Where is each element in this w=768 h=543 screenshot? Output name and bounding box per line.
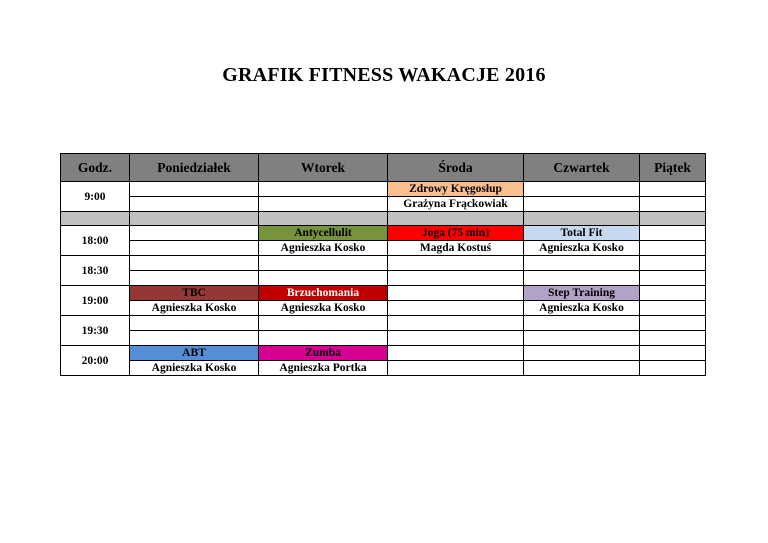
table-row: [61, 256, 706, 271]
table-row: [61, 271, 706, 286]
table-row: [61, 301, 706, 316]
empty-cell: [130, 316, 259, 331]
table-row: [61, 331, 706, 346]
header-day-poniedzialek: Poniedziałek: [130, 154, 259, 182]
empty-cell: [524, 197, 640, 212]
empty-cell: [640, 316, 706, 331]
instructor-cell: Agnieszka Kosko: [259, 301, 388, 316]
separator-cell: [640, 212, 706, 226]
time-cell: 20:00: [61, 346, 130, 376]
empty-cell: [388, 271, 524, 286]
time-cell: 9:00: [61, 182, 130, 212]
empty-cell: [388, 301, 524, 316]
class-name-cell: Brzuchomania: [259, 286, 388, 301]
class-name-cell: Step Training: [524, 286, 640, 301]
separator-cell: [259, 212, 388, 226]
empty-cell: [130, 241, 259, 256]
empty-cell: [388, 286, 524, 301]
time-cell: 19:30: [61, 316, 130, 346]
empty-cell: [388, 256, 524, 271]
empty-cell: [130, 256, 259, 271]
header-row: [61, 154, 706, 182]
page-title: GRAFIK FITNESS WAKACJE 2016: [222, 64, 546, 86]
empty-cell: [524, 331, 640, 346]
empty-cell: [640, 346, 706, 361]
separator-cell: [524, 212, 640, 226]
empty-cell: [130, 182, 259, 197]
table-row: [61, 361, 706, 376]
header-day-piatek: Piątek: [640, 154, 706, 182]
table-row: [61, 346, 706, 361]
empty-cell: [259, 256, 388, 271]
empty-cell: [524, 182, 640, 197]
empty-cell: [259, 197, 388, 212]
empty-cell: [640, 197, 706, 212]
instructor-cell: Magda Kostuś: [388, 241, 524, 256]
table-row: [61, 182, 706, 197]
empty-cell: [640, 256, 706, 271]
schedule-table: [60, 153, 706, 376]
empty-cell: [524, 256, 640, 271]
table-row: [61, 316, 706, 331]
header-day-sroda: Środa: [388, 154, 524, 182]
class-name-cell: ABT: [130, 346, 259, 361]
empty-cell: [388, 316, 524, 331]
time-cell: 19:00: [61, 286, 130, 316]
empty-cell: [388, 361, 524, 376]
separator-cell: [388, 212, 524, 226]
empty-cell: [640, 226, 706, 241]
empty-cell: [524, 271, 640, 286]
empty-cell: [130, 331, 259, 346]
header-day-wtorek: Wtorek: [259, 154, 388, 182]
class-name-cell: Joga (75 min): [388, 226, 524, 241]
instructor-cell: Agnieszka Kosko: [524, 241, 640, 256]
empty-cell: [524, 346, 640, 361]
empty-cell: [259, 316, 388, 331]
separator-row: [61, 212, 706, 226]
empty-cell: [259, 271, 388, 286]
empty-cell: [259, 331, 388, 346]
class-name-cell: Antycellulit: [259, 226, 388, 241]
empty-cell: [130, 226, 259, 241]
instructor-cell: Grażyna Frąckowiak: [388, 197, 524, 212]
empty-cell: [640, 182, 706, 197]
empty-cell: [259, 182, 388, 197]
empty-cell: [640, 271, 706, 286]
instructor-cell: Agnieszka Kosko: [259, 241, 388, 256]
time-cell: 18:30: [61, 256, 130, 286]
empty-cell: [388, 346, 524, 361]
separator-cell: [61, 212, 130, 226]
class-name-cell: Total Fit: [524, 226, 640, 241]
table-row: [61, 286, 706, 301]
empty-cell: [524, 316, 640, 331]
table-row: [61, 226, 706, 241]
class-name-cell: Zdrowy Kręgosłup: [388, 182, 524, 197]
empty-cell: [524, 361, 640, 376]
empty-cell: [130, 197, 259, 212]
empty-cell: [640, 241, 706, 256]
separator-cell: [130, 212, 259, 226]
instructor-cell: Agnieszka Portka: [259, 361, 388, 376]
instructor-cell: Agnieszka Kosko: [130, 361, 259, 376]
empty-cell: [388, 331, 524, 346]
table-row: [61, 241, 706, 256]
empty-cell: [640, 361, 706, 376]
empty-cell: [640, 331, 706, 346]
class-name-cell: Zumba: [259, 346, 388, 361]
empty-cell: [640, 286, 706, 301]
header-time: Godz.: [61, 154, 130, 182]
table-row: [61, 197, 706, 212]
empty-cell: [130, 271, 259, 286]
instructor-cell: Agnieszka Kosko: [130, 301, 259, 316]
empty-cell: [640, 301, 706, 316]
time-cell: 18:00: [61, 226, 130, 256]
instructor-cell: Agnieszka Kosko: [524, 301, 640, 316]
class-name-cell: TBC: [130, 286, 259, 301]
header-day-czwartek: Czwartek: [524, 154, 640, 182]
